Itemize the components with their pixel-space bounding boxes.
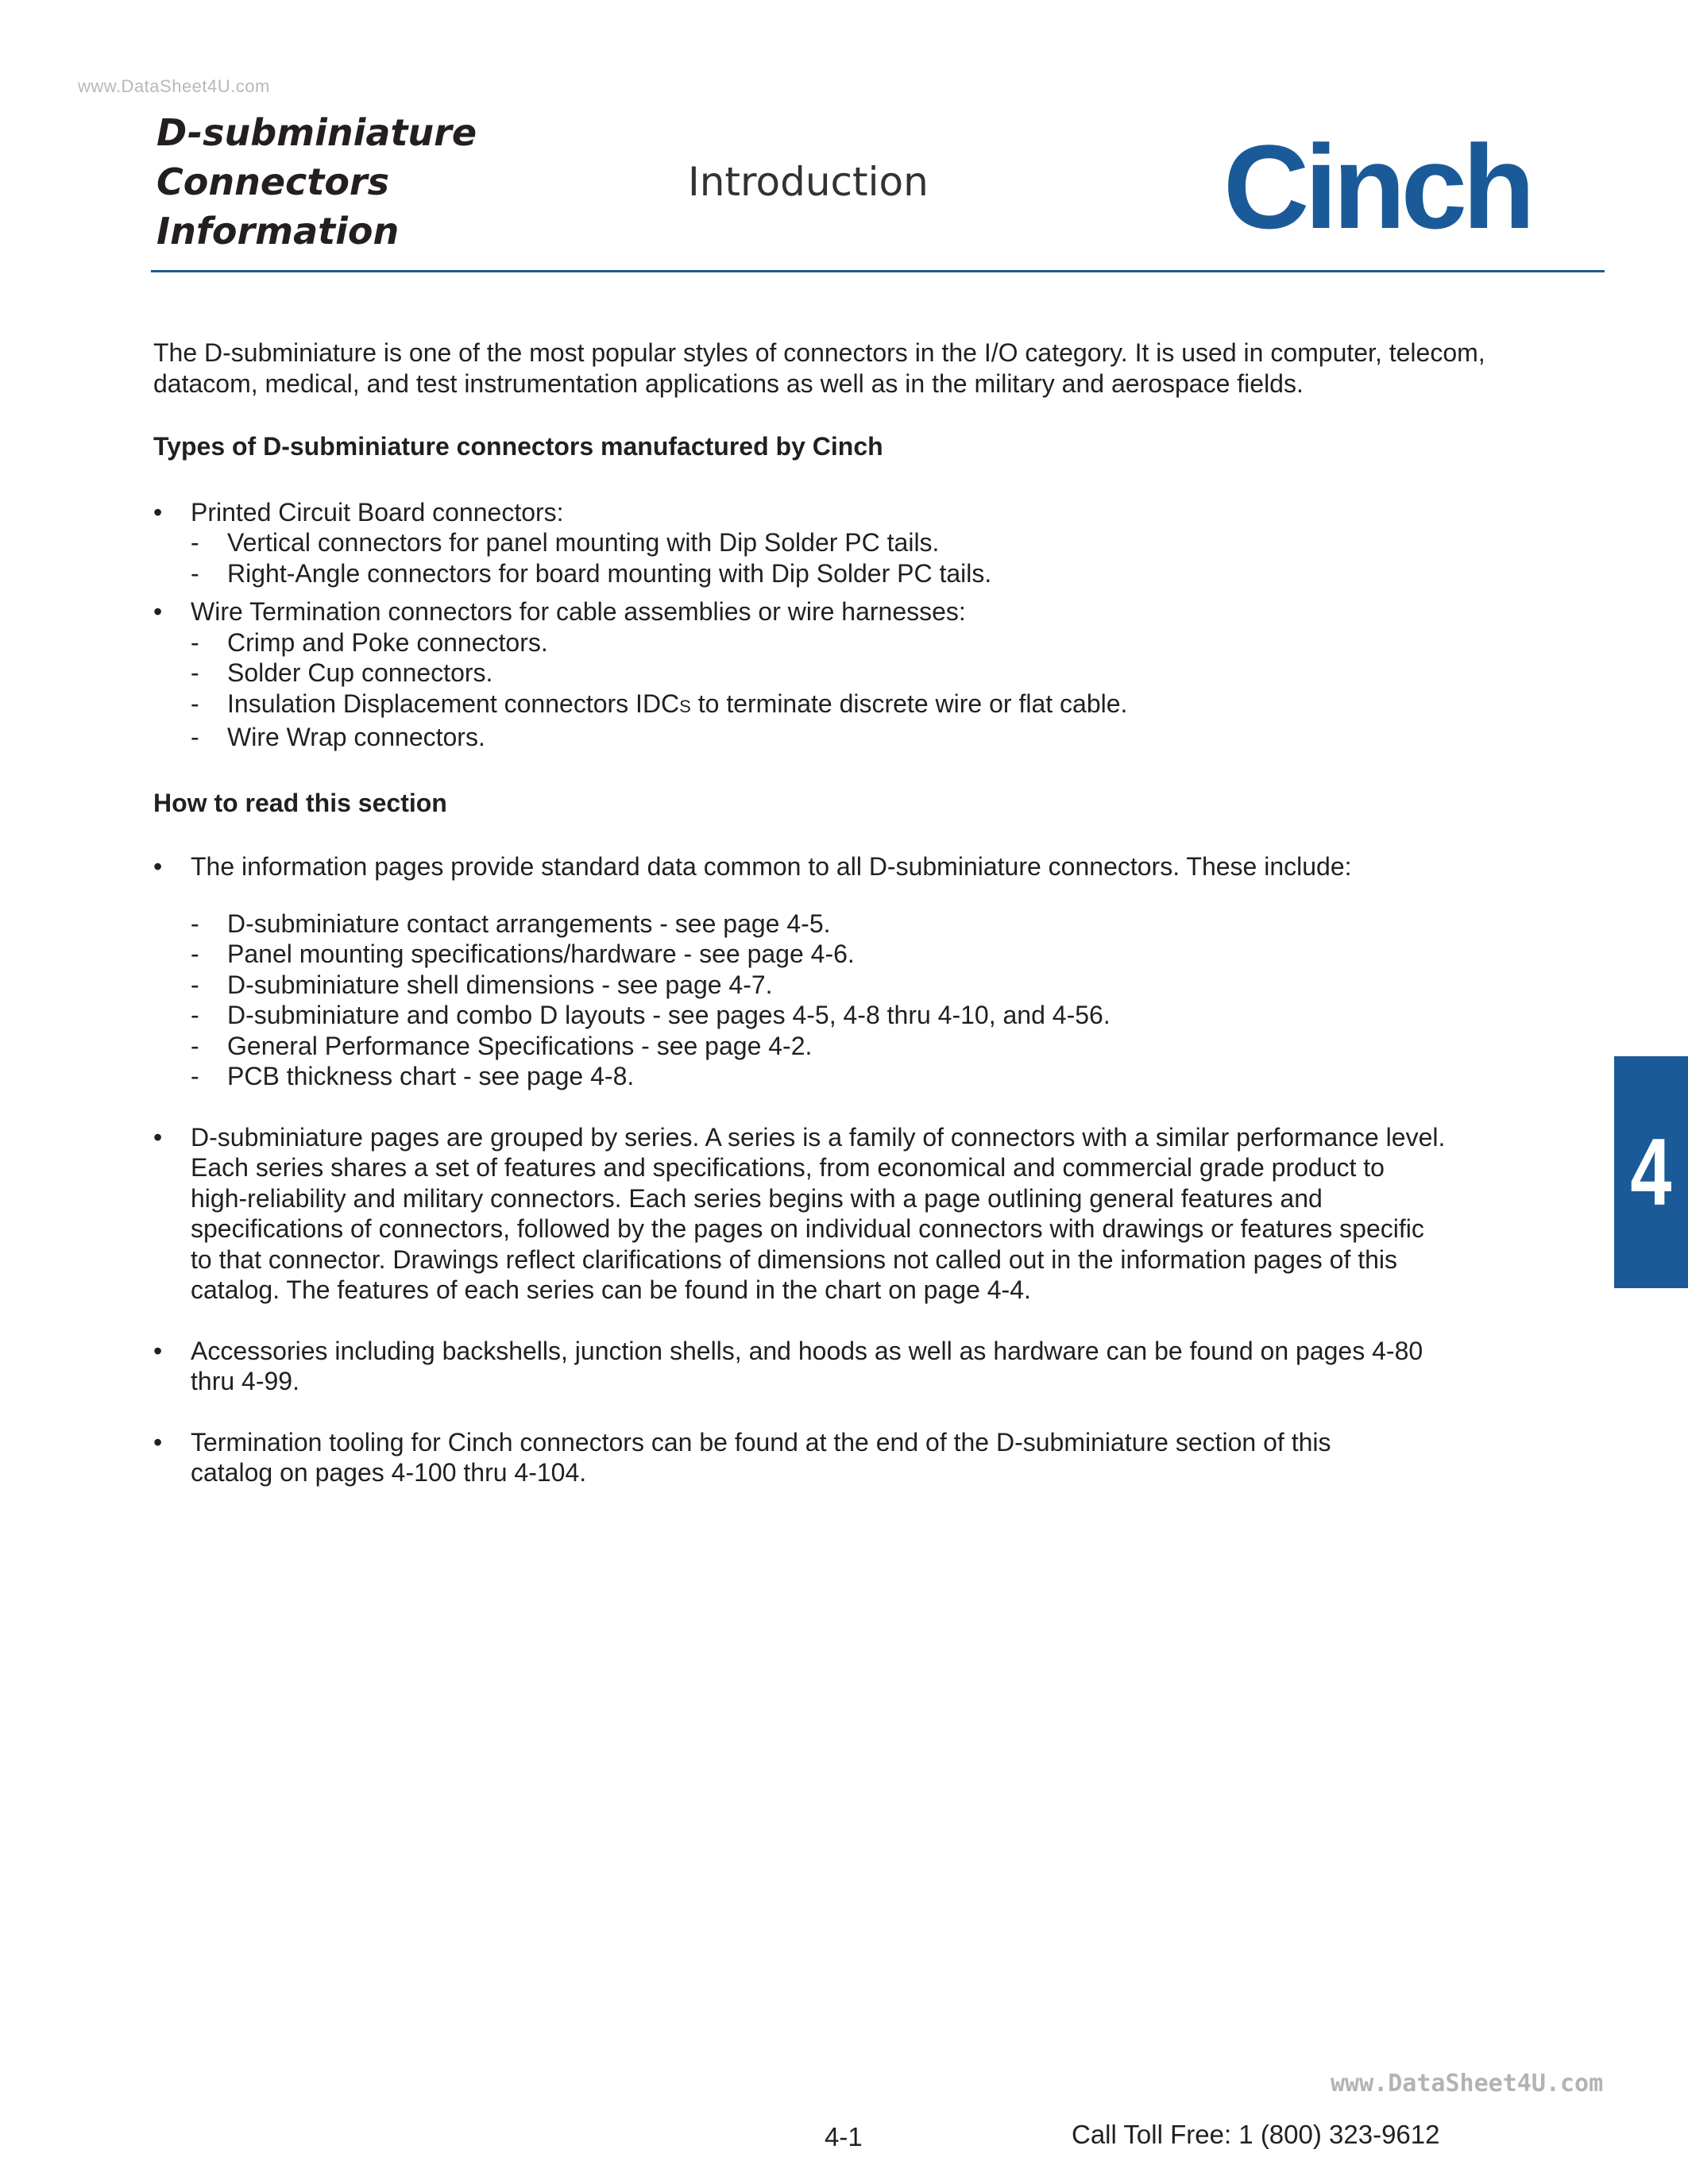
- bullet-series: [153, 1122, 1591, 1306]
- series-line: Each series shares a set of features and specifications, from economical and commercial grade product to: [191, 1153, 1385, 1182]
- howto-heading: How to read this section: [153, 788, 447, 817]
- series-line: • D-subminiature pages are grouped by series. A series is a family of connectors with a similar performance level.: [191, 1122, 1446, 1152]
- series-line: catalog. The features of each series can be found in the chart on page 4-4.: [191, 1275, 1031, 1304]
- bullet-tooling: [153, 1427, 1591, 1488]
- bullet-wire: • Wire Termination connectors for cable assemblies or wire harnesses:: [153, 596, 1591, 627]
- cinch-logo: Cinch: [1223, 120, 1531, 253]
- accessories-line: thru 4-99.: [191, 1367, 299, 1395]
- header-divider: [151, 270, 1605, 272]
- bullet-accessories: [153, 1336, 1591, 1397]
- dash-item: - Solder Cup connectors.: [153, 658, 1591, 689]
- main-content: [153, 338, 1591, 1488]
- idc-subscript: S: [679, 696, 691, 716]
- dash-item: - D-subminiature contact arrangements - see page 4-5.: [153, 909, 1591, 940]
- bullet-pcb: • Printed Circuit Board connectors:: [153, 497, 1591, 528]
- dash-item: - Vertical connectors for panel mounting with Dip Solder PC tails.: [153, 527, 1591, 558]
- page-number: 4-1: [825, 2122, 863, 2151]
- watermark-bottom: www.DataSheet4U.com: [1331, 2070, 1604, 2097]
- toll-free-number: Call Toll Free: 1 (800) 323-9612: [1072, 2120, 1440, 2149]
- watermark-top: www.DataSheet4U.com: [78, 76, 270, 96]
- idc-text-end: to terminate discrete wire or flat cable.: [690, 689, 1128, 718]
- section-tab: [1614, 1056, 1688, 1288]
- dash-item: - Panel mounting specifications/hardware - see page 4-6.: [153, 939, 1591, 970]
- dash-item: - General Performance Specifications - see page 4-2.: [153, 1031, 1591, 1062]
- series-line: specifications of connectors, followed by the pages on individual connectors with drawings or features specific: [191, 1214, 1424, 1243]
- series-line: high-reliability and military connectors. Each series begins with a page outlining general features and: [191, 1183, 1323, 1213]
- types-heading: Types of D-subminiature connectors manufactured by Cinch: [153, 432, 883, 461]
- tooling-line: catalog on pages 4-100 thru 4-104.: [191, 1458, 587, 1487]
- info-pages-list: [153, 909, 1591, 1092]
- intro-paragraph: The D-subminiature is one of the most popular styles of connectors in the I/O category. It is used in computer, telecom, datacom, medical, and test instrumentation applications as well as in the military and aerospace fields.: [153, 338, 1485, 398]
- page-heading: Introduction: [688, 159, 929, 205]
- section-tab-number: 4: [1630, 1119, 1672, 1225]
- dash-item-idc: [153, 689, 1591, 723]
- accessories-line: • Accessories including backshells, junction shells, and hoods as well as hardware can be found on pages 4-80: [191, 1336, 1423, 1365]
- section-title: [156, 108, 477, 256]
- series-line: to that connector. Drawings reflect clarifications of dimensions not called out in the information pages of this: [191, 1244, 1398, 1274]
- dash-item: - PCB thickness chart - see page 4-8.: [153, 1061, 1591, 1092]
- section-title-line: D-subminiature: [156, 111, 477, 154]
- dash-item: - Right-Angle connectors for board mounting with Dip Solder PC tails.: [153, 558, 1591, 589]
- bullet-info-pages: • The information pages provide standard data common to all D-subminiature connectors. These include:: [153, 851, 1591, 882]
- dash-item: - D-subminiature and combo D layouts - see pages 4-5, 4-8 thru 4-10, and 4-56.: [153, 1000, 1591, 1031]
- tooling-line: • Termination tooling for Cinch connectors can be found at the end of the D-subminiature section of this: [191, 1427, 1331, 1457]
- idc-text: Insulation Displacement connectors IDC: [227, 689, 680, 718]
- section-title-line: Information: [156, 210, 400, 253]
- dash-item: - Wire Wrap connectors.: [153, 722, 1591, 753]
- dash-item: - Crimp and Poke connectors.: [153, 627, 1591, 658]
- dash-item: - D-subminiature shell dimensions - see page 4-7.: [153, 970, 1591, 1001]
- section-title-line: Connectors: [156, 160, 389, 203]
